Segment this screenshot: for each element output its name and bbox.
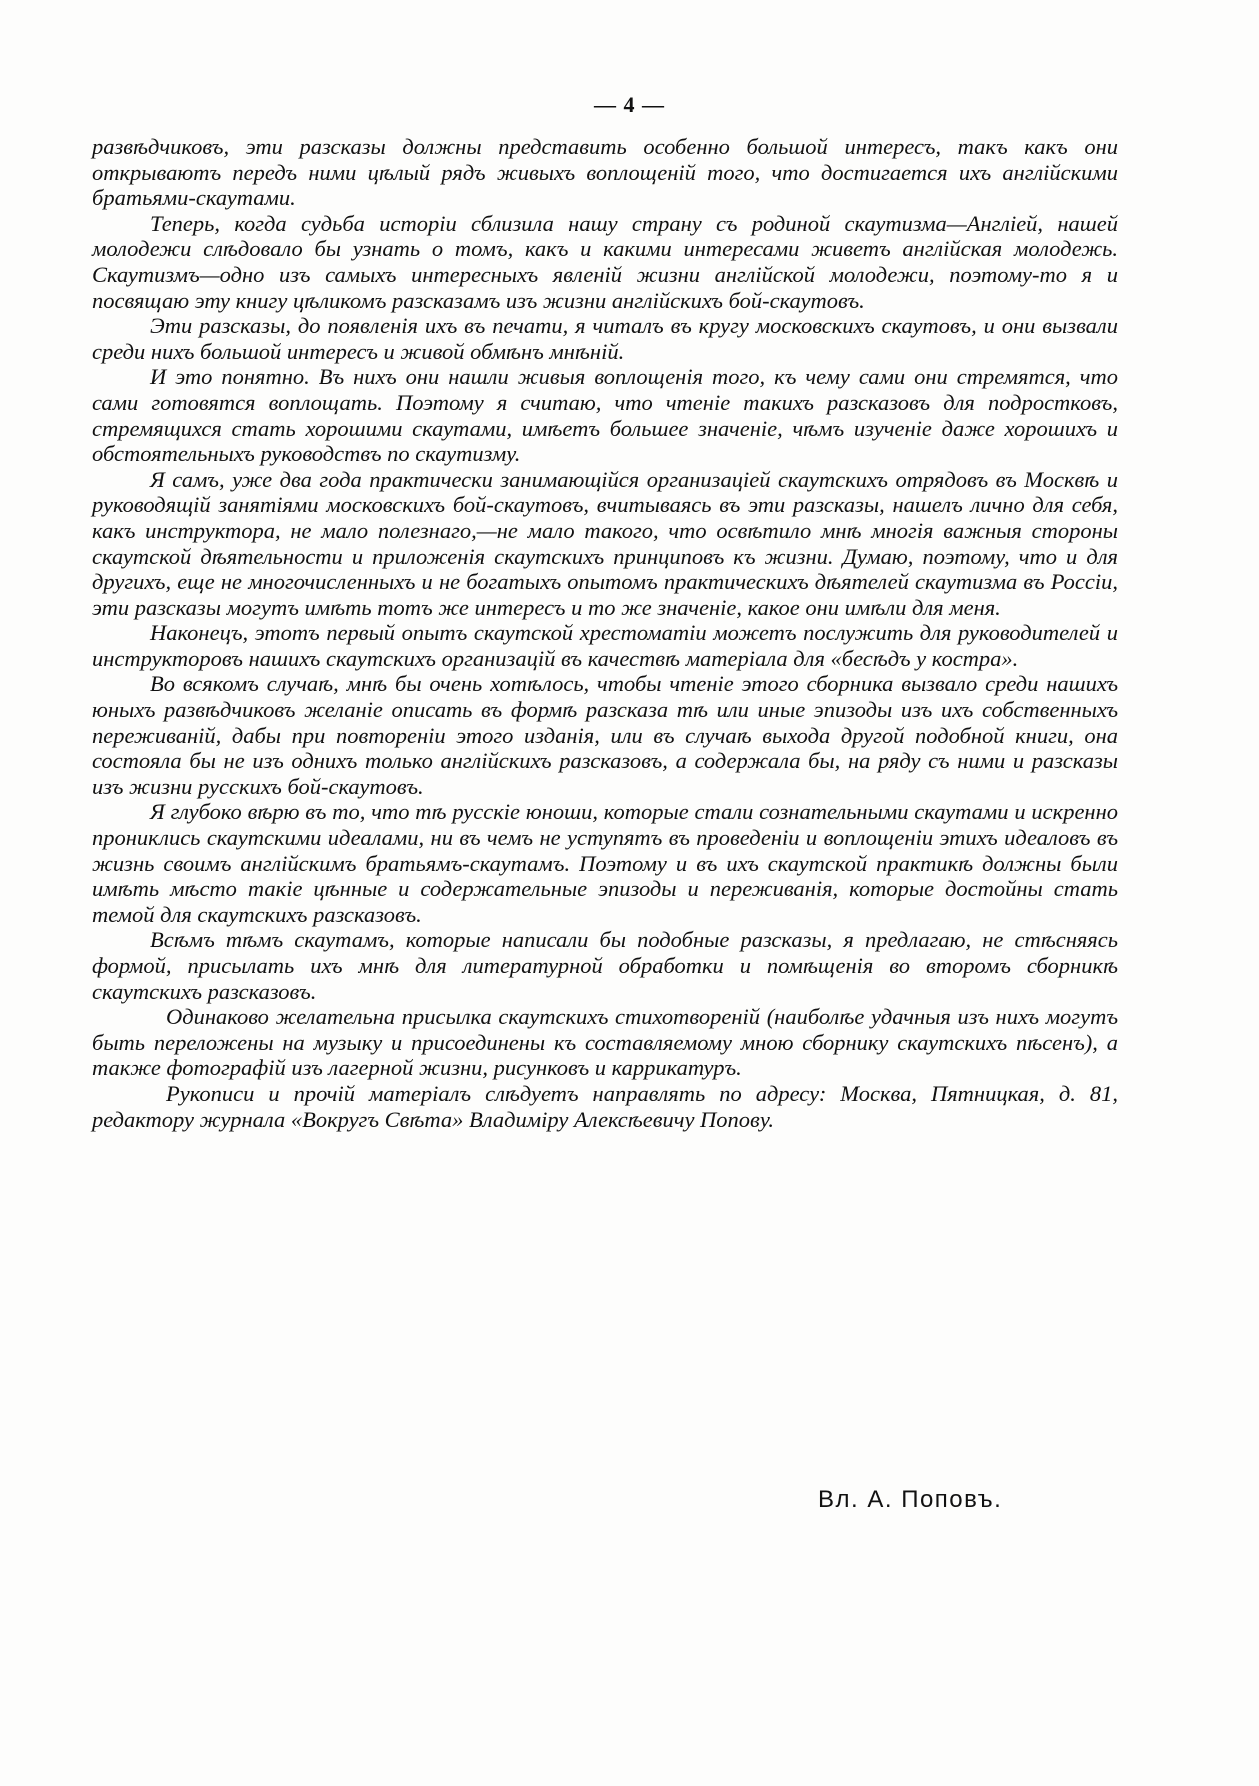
paragraph: Я глубоко вѣрю въ то, что тѣ русскiе юноши, которые стали сознательными скаутами и искренно прониклись скаутскими идеалами, ни въ чемъ не уступятъ въ проведенiи и воплощенiи этихъ идеаловъ въ жизнь своимъ англiйскимъ братьямъ-скаутамъ. Поэтому и въ ихъ скаутской практикѣ должны были имѣть мѣсто такiе цѣнные и содержательные эпизоды и переживанiя, которые достойны стать темой для скаутскихъ разсказовъ. [92,799,1118,927]
paragraph: Я самъ, уже два года практически занимающiйся организацiей скаутскихъ отрядовъ въ Москвѣ и руководящiй занятiями московскихъ бой-скаутовъ, вчитываясь въ эти разсказы, нашелъ лично для себя, какъ инструктора, не мало полезнаго,—не мало такого, что освѣтило мнѣ многiя важныя стороны скаутской дѣятельности и приложенiя скаутскихъ принциповъ къ жизни. Думаю, поэтому, что и для другихъ, еще не многочисленныхъ и не богатыхъ опытомъ практическихъ дѣятелей скаутизма въ Россiи, эти разсказы могутъ имѣть тотъ же интересъ и то же значенiе, какое они имѣли для меня. [92,466,1118,620]
paragraph: Теперь, когда судьба исторiи сблизила нашу страну съ родиной скаутизма—Англiей, нашей молодежи слѣдовало бы узнать о томъ, какъ и какими интересами живетъ англiйская молодежь. Скаутизмъ—одно изъ самыхъ интересныхъ явленiй жизни англiйской молодежи, поэтому-то я и посвящаю эту книгу цѣликомъ разсказамъ изъ жизни англiйскихъ бой-скаутовъ. [92,210,1118,313]
paragraph: Наконецъ, этотъ первый опытъ скаутской хрестоматiи можетъ послужить для руководителей и инструкторовъ нашихъ скаутскихъ организацiй въ качествѣ матерiала для «бесѣдъ у костра». [92,620,1118,671]
paragraph-continuation: развѣдчиковъ, эти разсказы должны представить особенно большой интересъ, такъ какъ они открываютъ передъ ними цѣлый рядъ живыхъ воплощенiй того, что достигается ихъ англiйскими братьями-скаутами. [92,134,1118,211]
paragraph: Всѣмъ тѣмъ скаутамъ, которые написали бы подобные разсказы, я предлагаю, не стѣсняясь формой, присылать ихъ мнѣ для литературной обработки и помѣщенiя во второмъ сборникѣ скаутскихъ разсказовъ. [92,927,1118,1004]
page-number: — 4 — [594,92,665,117]
paragraph: Эти разсказы, до появленiя ихъ въ печати, я читалъ въ кругу московскихъ скаутовъ, и они вызвали среди нихъ большой интересъ и живой обмѣнъ мнѣнiй. [92,313,1118,364]
paragraph: Во всякомъ случаѣ, мнѣ бы очень хотѣлось, чтобы чтенiе этого сборника вызвало среди нашихъ юныхъ развѣдчиковъ желанiе описать въ формѣ разсказа тѣ или иные эпизоды изъ ихъ собственныхъ переживанiй, дабы при повторенiи этого изданiя, или въ случаѣ выхода другой подобной книги, она состояла бы не изъ однихъ только англiйскихъ разсказовъ, а содержала бы, на ряду съ ними и разсказы изъ жизни русскихъ бой-скаутовъ. [92,671,1118,799]
body-text [92,134,1118,1132]
paragraph: И это понятно. Въ нихъ они нашли живыя воплощенiя того, къ чему сами они стремятся, что сами готовятся воплощать. Поэтому я считаю, что чтенiе такихъ разсказовъ для подростковъ, стремящихся стать хорошими скаутами, имѣетъ большее значенiе, чѣмъ изученiе даже хорошихъ и обстоятельныхъ руководствъ по скаутизму. [92,364,1118,467]
paragraph: Одинаково желательна присылка скаутскихъ стихотворенiй (наиболѣе удачныя изъ нихъ могутъ быть переложены на музыку и присоединены къ составляемому мною сборнику скаутскихъ пѣсенъ), а также фотографiй изъ лагерной жизни, рисунковъ и каррикатуръ. [92,1004,1118,1081]
paragraph: Рукописи и прочiй матерiалъ слѣдуетъ направлять по адресу: Москва, Пятницкая, д. 81, редактору журнала «Вокругъ Свѣта» Владимiру Алексѣевичу Попову. [92,1080,1118,1132]
author-signature: Вл. А. Поповъ. [818,1486,1003,1513]
